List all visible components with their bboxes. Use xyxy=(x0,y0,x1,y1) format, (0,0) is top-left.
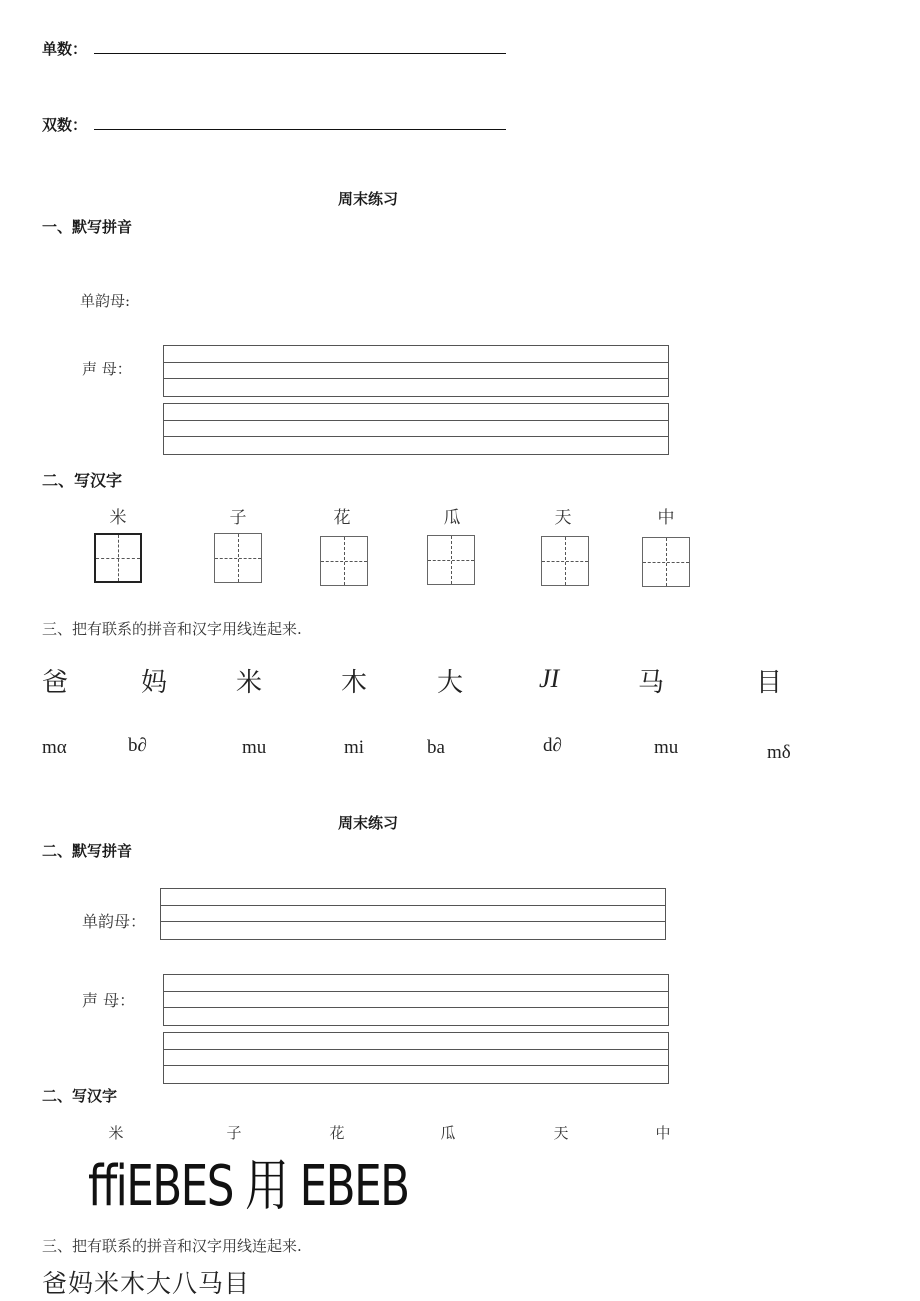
char-label: 子 xyxy=(229,508,247,528)
section2-title: 周末练习 xyxy=(337,814,398,832)
char-label: 中 xyxy=(655,1124,671,1142)
character-grid[interactable] xyxy=(320,536,368,586)
char-label: 瓜 xyxy=(440,1124,456,1142)
char-label: 米 xyxy=(109,508,127,528)
match-pinyin[interactable]: mα xyxy=(42,737,67,758)
match-pinyin[interactable]: mδ xyxy=(767,742,791,763)
initials-label: 声 母： xyxy=(82,360,132,378)
character-grid[interactable] xyxy=(94,533,142,583)
single-finals-label: 单韵母: xyxy=(80,292,131,310)
section2-part1-heading: 二、默写拼音 xyxy=(42,842,133,860)
char-label: 瓜 xyxy=(443,508,461,528)
match-chars-line: 爸妈米木大八马目 xyxy=(42,1269,251,1298)
char-label: 花 xyxy=(329,1124,345,1142)
character-grid[interactable] xyxy=(214,533,262,583)
pinyin-writing-lines[interactable] xyxy=(163,974,669,1026)
char-label: 子 xyxy=(226,1124,242,1142)
pinyin-writing-lines[interactable] xyxy=(163,1032,669,1084)
match-char[interactable]: 马 xyxy=(638,668,665,698)
pinyin-writing-lines[interactable] xyxy=(163,345,669,397)
pinyin-writing-lines[interactable] xyxy=(160,888,666,940)
pinyin-writing-lines[interactable] xyxy=(163,403,669,455)
match-pinyin[interactable]: d∂ xyxy=(543,735,562,756)
char-label: 中 xyxy=(657,508,675,528)
section1-part2-heading: 二、写汉字 xyxy=(42,471,123,490)
match-pinyin[interactable]: b∂ xyxy=(128,735,147,756)
char-label: 天 xyxy=(553,1124,569,1142)
match-char[interactable]: 妈 xyxy=(141,668,168,698)
initials-label: 声 母： xyxy=(82,991,136,1010)
section2-part2-heading: 二、写汉字 xyxy=(42,1087,118,1105)
match-pinyin[interactable]: mu xyxy=(654,737,679,758)
section1-title: 周末练习 xyxy=(337,190,398,208)
match-char[interactable]: 目 xyxy=(756,668,783,698)
character-grid[interactable] xyxy=(541,536,589,586)
section2-part3-heading: 三、把有联系的拼音和汉字用线连起来. xyxy=(42,1237,302,1255)
char-label: 米 xyxy=(108,1124,124,1142)
section1-part3-heading: 三、把有联系的拼音和汉字用线连起来. xyxy=(42,620,302,638)
section1-part1-heading: 一、默写拼音 xyxy=(42,218,133,236)
match-pinyin[interactable]: mi xyxy=(344,737,365,758)
match-char[interactable]: 木 xyxy=(341,668,368,698)
odd-answer-line[interactable] xyxy=(94,53,506,54)
character-grid[interactable] xyxy=(642,537,690,587)
garbled-grid-text: ffiEBES 用 EBEB xyxy=(88,1154,409,1219)
odd-label: 单数： xyxy=(42,40,88,58)
match-char[interactable]: 爸 xyxy=(42,668,69,698)
match-char[interactable]: JI xyxy=(539,664,560,693)
match-pinyin[interactable]: ba xyxy=(427,737,445,758)
match-char[interactable]: 大 xyxy=(437,668,464,698)
match-char[interactable]: 米 xyxy=(236,668,263,698)
char-label: 花 xyxy=(333,508,351,528)
even-label: 双数： xyxy=(42,116,88,134)
char-label: 天 xyxy=(554,508,572,528)
even-answer-line[interactable] xyxy=(94,129,506,130)
match-pinyin[interactable]: mu xyxy=(242,737,267,758)
character-grid[interactable] xyxy=(427,535,475,585)
single-finals-label: 单韵母： xyxy=(82,912,147,931)
